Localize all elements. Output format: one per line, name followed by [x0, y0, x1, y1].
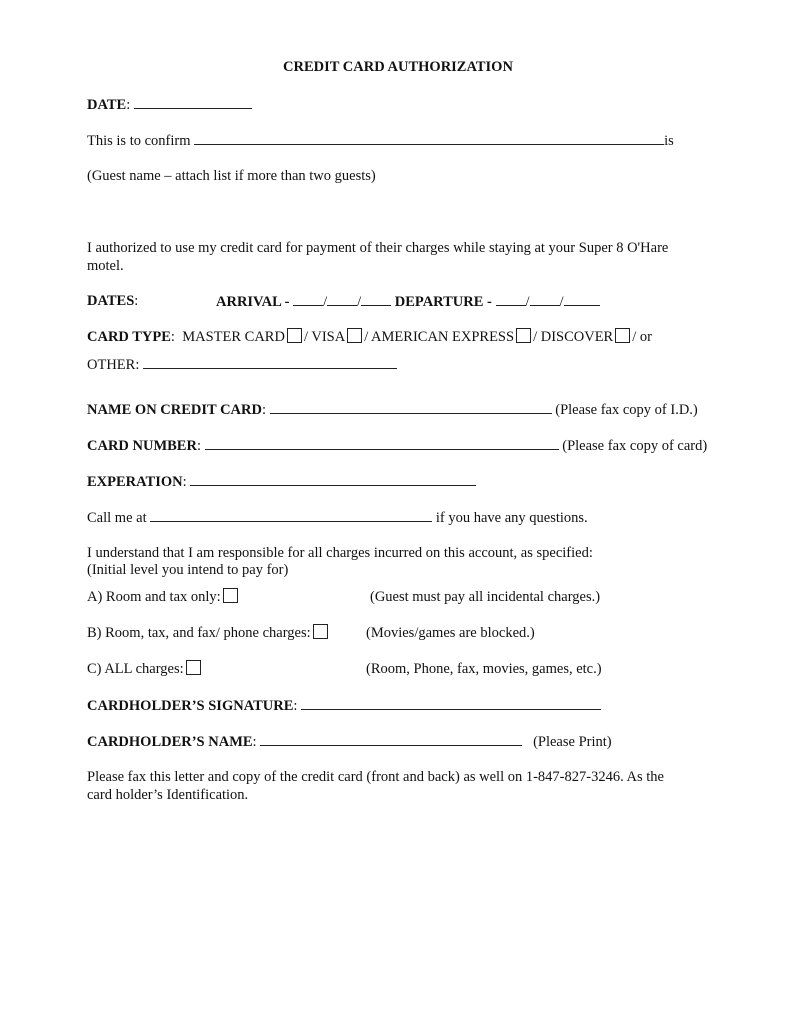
authorization-text-2: motel. — [87, 258, 124, 274]
charge-option-c — [87, 660, 203, 678]
card-number-note: (Please fax copy of card) — [562, 438, 708, 454]
name-on-card-row: NAME ON CREDIT CARD: (Please fax copy of I.D.) — [87, 402, 698, 418]
option-b-checkbox[interactable] — [313, 624, 328, 639]
card-type-row: CARD TYPE: MASTER CARD / VISA / AMERICAN EXPRESS / DISCOVER / or — [87, 329, 652, 345]
authorization-text-1: I authorized to use my credit card for payment of their charges while staying at your Super 8 O'Hare — [87, 240, 669, 256]
cardholder-name-note: (Please Print) — [533, 734, 612, 750]
option-c-checkbox[interactable] — [186, 660, 201, 675]
card-number-label: CARD NUMBER — [87, 438, 197, 454]
confirm-row — [87, 131, 674, 150]
expiration-field[interactable] — [190, 472, 476, 486]
guest-name-field[interactable] — [194, 131, 664, 145]
option-b-note: (Movies/games are blocked.) — [366, 625, 535, 641]
phone-field[interactable] — [150, 508, 432, 522]
footer-text-2: card holder’s Identification. — [87, 787, 249, 803]
other-card-field[interactable] — [143, 355, 397, 369]
amex-label: AMERICAN EXPRESS — [371, 329, 515, 345]
name-on-card-label: NAME ON CREDIT CARD — [87, 402, 262, 418]
dates-label: DATES — [87, 293, 135, 309]
page-title: CREDIT CARD AUTHORIZATION — [283, 59, 513, 75]
charge-option-a — [87, 588, 240, 606]
dates-row: DATES: — [87, 293, 139, 309]
signature-field[interactable] — [301, 696, 601, 710]
master-card-label: MASTER CARD — [182, 329, 285, 345]
call-me-prefix: Call me at — [87, 510, 147, 526]
arrival-label: ARRIVAL - — [216, 294, 290, 310]
or-text: / or — [632, 329, 652, 345]
visa-label: VISA — [311, 329, 346, 345]
option-c-label: C) ALL charges: — [87, 661, 184, 677]
charge-option-b — [87, 624, 330, 642]
amex-checkbox[interactable] — [516, 328, 531, 343]
option-c-note: (Room, Phone, fax, movies, games, etc.) — [366, 661, 602, 677]
cardholder-name-row: CARDHOLDER’S NAME: (Please Print) — [87, 734, 612, 750]
expiration-label: EXPERATION — [87, 474, 183, 490]
departure-label: DEPARTURE - — [394, 294, 492, 310]
guest-note: (Guest name – attach list if more than two guests) — [87, 168, 376, 184]
responsibility-text-2: (Initial level you intend to pay for) — [87, 562, 289, 578]
option-a-label: A) Room and tax only: — [87, 589, 221, 605]
date-field[interactable] — [134, 95, 252, 109]
arrival-day-field[interactable] — [327, 292, 357, 306]
departure-day-field[interactable] — [530, 292, 560, 306]
confirm-prefix: This is to confirm — [87, 133, 191, 149]
card-number-field[interactable] — [205, 436, 559, 450]
cardholder-name-label: CARDHOLDER’S NAME — [87, 734, 253, 750]
visa-checkbox[interactable] — [347, 328, 362, 343]
date-row: DATE: — [87, 95, 252, 114]
call-me-row — [87, 508, 588, 527]
signature-label: CARDHOLDER’S SIGNATURE — [87, 698, 294, 714]
responsibility-text-1: I understand that I am responsible for all charges incurred on this account, as specified: — [87, 545, 593, 561]
master-card-checkbox[interactable] — [287, 328, 302, 343]
footer-text-1: Please fax this letter and copy of the credit card (front and back) as well on 1-847-827-3246. As the — [87, 769, 664, 785]
other-label: OTHER — [87, 357, 136, 373]
other-row: OTHER: — [87, 355, 397, 374]
arrival-group: ARRIVAL - / / DEPARTURE - / / — [216, 292, 600, 311]
signature-row: CARDHOLDER’S SIGNATURE: — [87, 696, 601, 715]
expiration-row: EXPERATION: — [87, 472, 476, 491]
name-on-card-note: (Please fax copy of I.D.) — [555, 402, 698, 418]
departure-month-field[interactable] — [496, 292, 526, 306]
card-type-label: CARD TYPE — [87, 329, 171, 345]
option-a-checkbox[interactable] — [223, 588, 238, 603]
discover-label: DISCOVER — [540, 329, 614, 345]
confirm-suffix: is — [664, 133, 674, 149]
option-a-note: (Guest must pay all incidental charges.) — [370, 589, 601, 605]
arrival-month-field[interactable] — [293, 292, 323, 306]
departure-year-field[interactable] — [564, 292, 600, 306]
card-number-row: CARD NUMBER: (Please fax copy of card) — [87, 438, 708, 454]
option-b-label: B) Room, tax, and fax/ phone charges: — [87, 625, 311, 641]
arrival-year-field[interactable] — [361, 292, 391, 306]
name-on-card-field[interactable] — [270, 400, 552, 414]
call-me-suffix: if you have any questions. — [435, 510, 588, 526]
date-label: DATE — [87, 97, 127, 113]
discover-checkbox[interactable] — [615, 328, 630, 343]
cardholder-name-field[interactable] — [260, 732, 522, 746]
